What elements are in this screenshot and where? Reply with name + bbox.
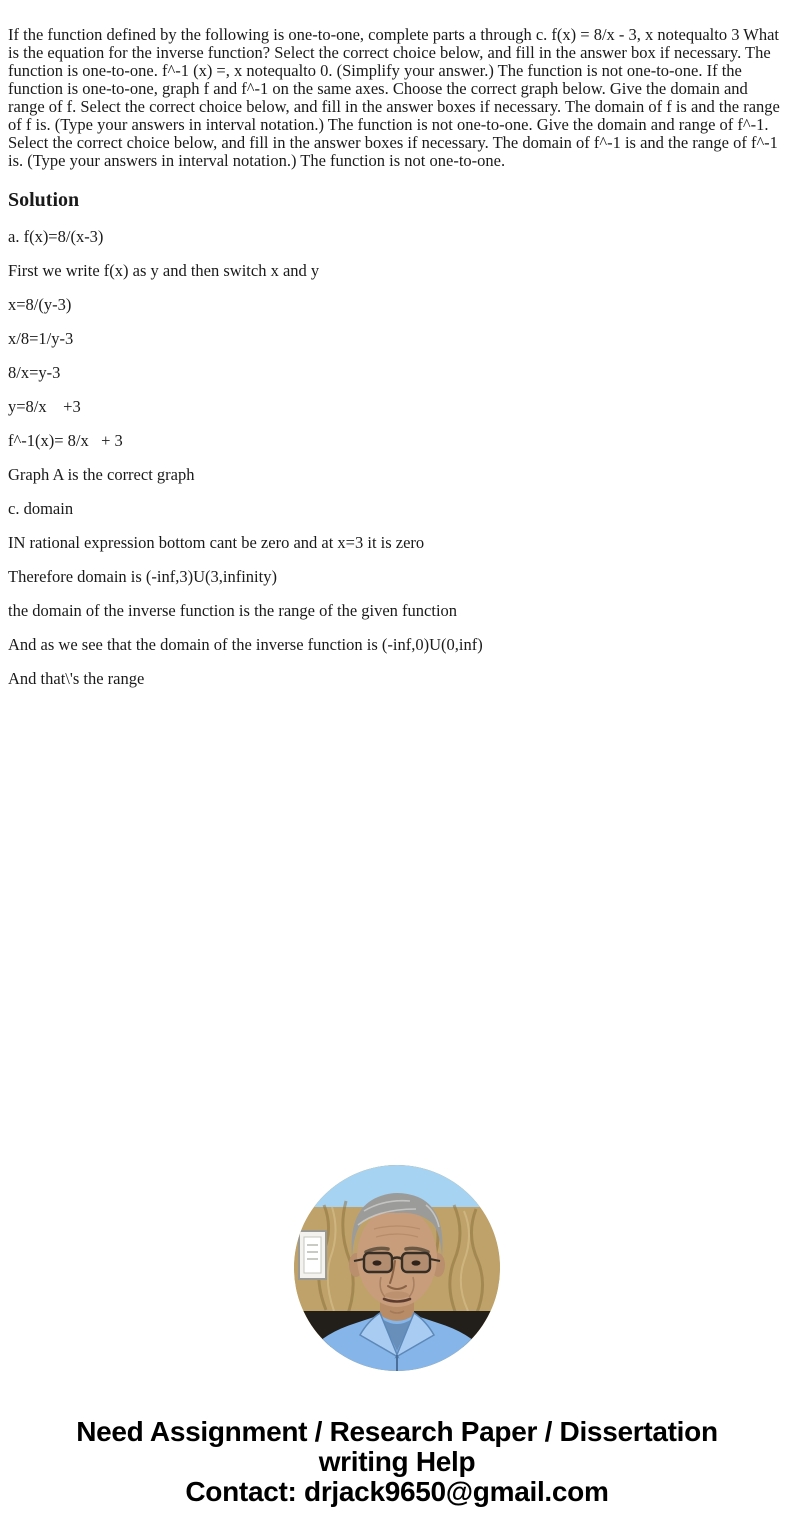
solution-line: c. domain (8, 498, 74, 518)
solution-line: Therefore domain is (-inf,3)U(3,infinity) (8, 566, 277, 586)
solution-line: f^-1(x)= 8/x + 3 (8, 430, 123, 450)
wall-frame (299, 1231, 326, 1279)
solution-line: Graph A is the correct graph (8, 464, 195, 484)
footer-promo (0, 1417, 794, 1507)
upper-lip-shade (385, 1291, 409, 1298)
footer-line-2: writing Help (318, 1445, 476, 1477)
footer-line-1: Need Assignment / Research Paper / Dissertation (76, 1415, 718, 1447)
eye-right (412, 1260, 421, 1265)
solution-line: the domain of the inverse function is the range of the given function (8, 600, 458, 620)
avatar-photo (294, 1165, 500, 1371)
solution-line: a. f(x)=8/(x-3) (8, 226, 104, 246)
solution-heading: Solution (8, 188, 80, 211)
eye-left (373, 1260, 382, 1265)
question-text: If the function defined by the following is one-to-one, complete parts a through c. f(x) = 8/x - 3, x notequalto 3 What is the equation for the inverse function? Select the correct choice below, and fill in the answer box if necessary. The function is one-to-one. f^-1 (x) =, x notequalto 0. (Simplify your answer.) The function is not one-to-one. If the function is one-to-one, graph f and f^-1 on the same axes. Choose the correct graph below. Give the domain and range of f. Select the correct choice below, and fill in the answer boxes if necessary. The domain of f is and the range of f is. (Type your answers in interval notation.) The function is not one-to-one. Give the domain and range of f^-1. Select the correct choice below, and fill in the answer boxes if necessary. The domain of f^-1 is and the range of f^-1 is. (Type your answers in interval notation.) The function is not one-to-one. (8, 24, 784, 170)
tutor-avatar (0, 1165, 794, 1371)
solution-line: And as we see that the domain of the inverse function is (-inf,0)U(0,inf) (8, 634, 483, 654)
solution-line: And that\'s the range (8, 668, 145, 688)
solution-line: x/8=1/y-3 (8, 328, 74, 348)
footer-contact-email: Contact: drjack9650@gmail.com (185, 1475, 609, 1507)
solution-line: y=8/x +3 (8, 396, 81, 416)
solution-line: IN rational expression bottom cant be zero and at x=3 it is zero (8, 532, 425, 552)
avatar-portrait-illustration (294, 1165, 500, 1371)
solution-line: First we write f(x) as y and then switch x and y (8, 260, 320, 280)
solution-line: x=8/(y-3) (8, 294, 72, 314)
solution-line: 8/x=y-3 (8, 362, 61, 382)
